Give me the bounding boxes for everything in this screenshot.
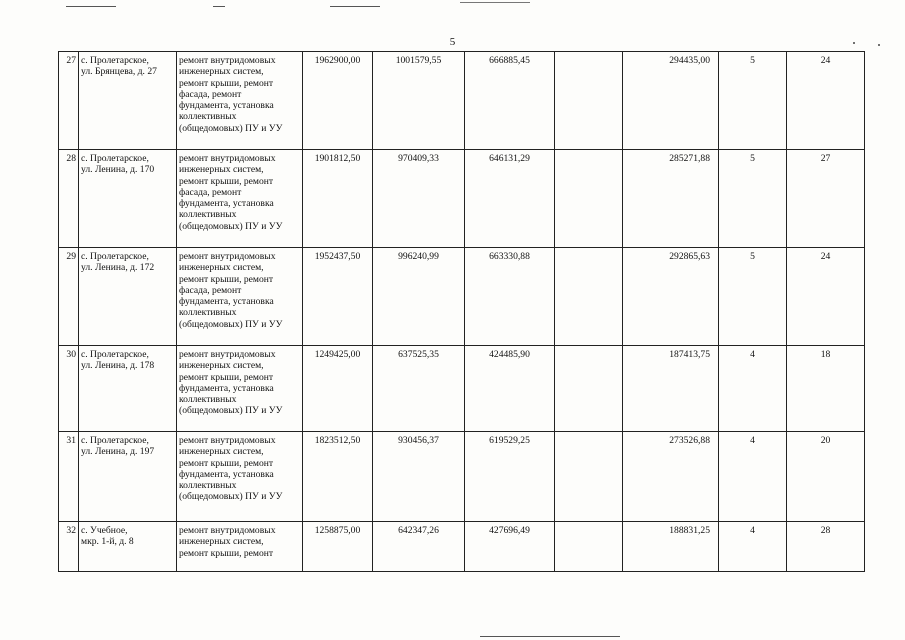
- total-cost-cell: 1823512,50: [303, 432, 373, 522]
- row-number: 27: [59, 52, 79, 150]
- empty-cell: [555, 522, 623, 572]
- scan-artifact: [480, 636, 620, 637]
- empty-cell: [555, 346, 623, 432]
- cost-cell-2: 930456,37: [373, 432, 465, 522]
- cost-cell-5: 285271,88: [623, 150, 719, 248]
- works-cell: ремонт внутридомовых инженерных систем, ремонт крыши, ремонт фасада, ремонт фундамента, установка коллективных (общедомовых) ПУ и УУ: [177, 150, 303, 248]
- address-cell: с. Пролетарское, ул. Ленина, д. 170: [79, 150, 177, 248]
- works-cell: ремонт внутридомовых инженерных систем, ремонт крыши, ремонт фасада, ремонт фундамента, установка коллективных (общедомовых) ПУ и УУ: [177, 248, 303, 346]
- row-number: 30: [59, 346, 79, 432]
- row-number: 32: [59, 522, 79, 572]
- count-cell-2: 24: [787, 52, 865, 150]
- cost-cell-5: 273526,88: [623, 432, 719, 522]
- address-cell: с. Пролетарское, ул. Ленина, д. 172: [79, 248, 177, 346]
- cost-cell-3: 666885,45: [465, 52, 555, 150]
- count-cell-2: 20: [787, 432, 865, 522]
- works-cell: ремонт внутридомовых инженерных систем, ремонт крыши, ремонт фундамента, установка коллективных (общедомовых) ПУ и УУ: [177, 346, 303, 432]
- empty-cell: [555, 432, 623, 522]
- empty-cell: [555, 52, 623, 150]
- row-number: 29: [59, 248, 79, 346]
- scan-artifact: [460, 2, 530, 3]
- cost-cell-5: 292865,63: [623, 248, 719, 346]
- count-cell: 5: [719, 52, 787, 150]
- row-number: 31: [59, 432, 79, 522]
- cost-cell-2: 996240,99: [373, 248, 465, 346]
- cost-cell-2: 1001579,55: [373, 52, 465, 150]
- cost-cell-2: 642347,26: [373, 522, 465, 572]
- table-row: [59, 522, 865, 572]
- cost-cell-3: 619529,25: [465, 432, 555, 522]
- count-cell-2: 24: [787, 248, 865, 346]
- cost-cell-3: 424485,90: [465, 346, 555, 432]
- count-cell: 4: [719, 346, 787, 432]
- cost-cell-2: 970409,33: [373, 150, 465, 248]
- housing-repair-table: [58, 51, 865, 572]
- scan-artifact: [213, 6, 225, 7]
- count-cell: 4: [719, 522, 787, 572]
- cost-cell-5: 188831,25: [623, 522, 719, 572]
- total-cost-cell: 1962900,00: [303, 52, 373, 150]
- row-number: 28: [59, 150, 79, 248]
- count-cell: 4: [719, 432, 787, 522]
- scan-artifact: [66, 6, 116, 7]
- table-row: [59, 248, 865, 346]
- total-cost-cell: 1249425,00: [303, 346, 373, 432]
- count-cell-2: 27: [787, 150, 865, 248]
- table-row: [59, 346, 865, 432]
- count-cell: 5: [719, 248, 787, 346]
- empty-cell: [555, 150, 623, 248]
- total-cost-cell: 1952437,50: [303, 248, 373, 346]
- works-cell: ремонт внутридомовых инженерных систем, ремонт крыши, ремонт фасада, ремонт фундамента, установка коллективных (общедомовых) ПУ и УУ: [177, 52, 303, 150]
- address-cell: с. Пролетарское, ул. Ленина, д. 178: [79, 346, 177, 432]
- count-cell-2: 28: [787, 522, 865, 572]
- table-row: [59, 52, 865, 150]
- cost-cell-5: 294435,00: [623, 52, 719, 150]
- cost-cell-3: 663330,88: [465, 248, 555, 346]
- works-cell: ремонт внутридомовых инженерных систем, ремонт крыши, ремонт: [177, 522, 303, 572]
- page-number: 5: [449, 36, 456, 48]
- works-cell: ремонт внутридомовых инженерных систем, ремонт крыши, ремонт фундамента, установка коллективных (общедомовых) ПУ и УУ: [177, 432, 303, 522]
- cost-cell-3: 646131,29: [465, 150, 555, 248]
- count-cell-2: 18: [787, 346, 865, 432]
- cost-cell-5: 187413,75: [623, 346, 719, 432]
- total-cost-cell: 1901812,50: [303, 150, 373, 248]
- count-cell: 5: [719, 150, 787, 248]
- table-row: [59, 150, 865, 248]
- empty-cell: [555, 248, 623, 346]
- scan-artifact: [330, 6, 380, 7]
- cost-cell-2: 637525,35: [373, 346, 465, 432]
- address-cell: с. Учебное, мкр. 1-й, д. 8: [79, 522, 177, 572]
- cost-cell-3: 427696,49: [465, 522, 555, 572]
- address-cell: с. Пролетарское, ул. Брянцева, д. 27: [79, 52, 177, 150]
- total-cost-cell: 1258875,00: [303, 522, 373, 572]
- address-cell: с. Пролетарское, ул. Ленина, д. 197: [79, 432, 177, 522]
- table-row: [59, 432, 865, 522]
